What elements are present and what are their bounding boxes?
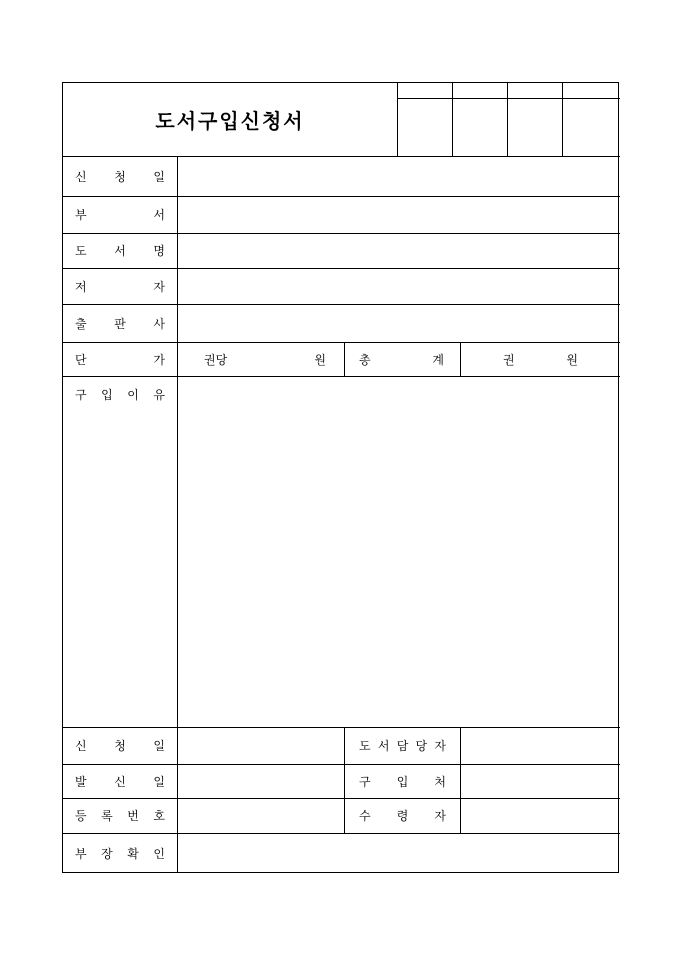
char: 신 — [114, 774, 126, 789]
char: 서 — [377, 739, 390, 753]
won-label: 원 — [314, 352, 326, 367]
char: 도 — [359, 739, 371, 753]
label-department — [63, 196, 177, 233]
char: 일 — [153, 739, 165, 753]
char: 담 — [396, 739, 409, 753]
label-dept-head-confirm — [63, 833, 177, 873]
char: 신 — [75, 739, 87, 753]
book-title-field[interactable] — [178, 233, 620, 268]
char: 자 — [434, 739, 446, 753]
char: 명 — [153, 244, 165, 258]
char: 구 — [359, 774, 371, 789]
label-publisher — [63, 304, 177, 342]
char: 단 — [75, 352, 87, 367]
author-field[interactable] — [178, 268, 620, 304]
label-order-date — [63, 764, 177, 798]
char: 일 — [153, 169, 165, 184]
char: 입 — [101, 388, 113, 402]
char: 당 — [415, 739, 428, 753]
char: 이 — [127, 388, 139, 402]
char: 도 — [75, 244, 87, 258]
label-book-title — [63, 233, 177, 268]
unit-price-field[interactable] — [178, 342, 344, 376]
approval-divider-1 — [452, 83, 453, 156]
char: 자 — [153, 279, 165, 294]
char: 판 — [114, 316, 126, 331]
per-volume-label: 권당 — [204, 352, 228, 367]
char: 계 — [432, 352, 444, 367]
char: 신 — [75, 169, 87, 184]
label-purchase-reason — [63, 376, 177, 727]
vendor-field[interactable] — [461, 764, 620, 798]
apply-date-field[interactable] — [178, 156, 620, 196]
char: 저 — [75, 279, 87, 294]
form-title: 도서구입신청서 — [155, 109, 305, 133]
volumes-label: 권 — [503, 352, 515, 367]
receiver-field[interactable] — [461, 798, 620, 833]
char: 부 — [75, 208, 87, 222]
char: 유 — [153, 388, 165, 402]
approval-header-line — [397, 98, 620, 99]
book-purchase-form — [62, 82, 619, 873]
total-units — [503, 351, 578, 368]
registration-number-field[interactable] — [178, 798, 344, 833]
char: 확 — [127, 846, 139, 861]
char: 서 — [153, 208, 165, 222]
approval-divider-3 — [562, 83, 563, 156]
dept-head-confirm-field[interactable] — [178, 833, 620, 873]
apply-date-2-field[interactable] — [178, 727, 344, 764]
approval-box-border — [397, 83, 398, 156]
purchase-reason-field[interactable] — [178, 376, 620, 727]
char: 가 — [153, 352, 165, 367]
order-date-field[interactable] — [178, 764, 344, 798]
char: 부 — [75, 846, 87, 861]
char: 자 — [434, 809, 446, 823]
label-author — [63, 268, 177, 304]
char: 발 — [75, 774, 87, 789]
total-label — [345, 342, 460, 376]
char: 번 — [127, 809, 139, 823]
label-apply-date — [63, 156, 177, 196]
char: 사 — [153, 316, 165, 331]
char: 청 — [114, 169, 126, 184]
char: 구 — [75, 388, 87, 402]
label-registration-number — [63, 798, 177, 833]
char: 인 — [153, 846, 165, 861]
char: 처 — [434, 774, 446, 789]
char: 총 — [359, 352, 371, 367]
label-vendor — [345, 764, 460, 798]
char: 장 — [101, 846, 113, 861]
department-field[interactable] — [178, 196, 620, 233]
librarian-field[interactable] — [461, 727, 620, 764]
approval-divider-2 — [507, 83, 508, 156]
char: 령 — [396, 809, 409, 823]
won-label-2: 원 — [566, 352, 578, 367]
label-apply-date-2 — [63, 727, 177, 764]
char: 록 — [101, 809, 113, 823]
total-field[interactable] — [461, 342, 620, 376]
char: 입 — [396, 774, 409, 789]
char: 출 — [75, 316, 87, 331]
char: 일 — [153, 774, 165, 789]
label-librarian — [345, 727, 460, 764]
label-receiver — [345, 798, 460, 833]
char: 호 — [153, 809, 165, 823]
char: 청 — [114, 739, 126, 753]
char: 등 — [75, 809, 87, 823]
label-unit-price — [63, 342, 177, 376]
char: 서 — [114, 244, 126, 258]
publisher-field[interactable] — [178, 304, 620, 342]
char: 수 — [359, 809, 371, 823]
